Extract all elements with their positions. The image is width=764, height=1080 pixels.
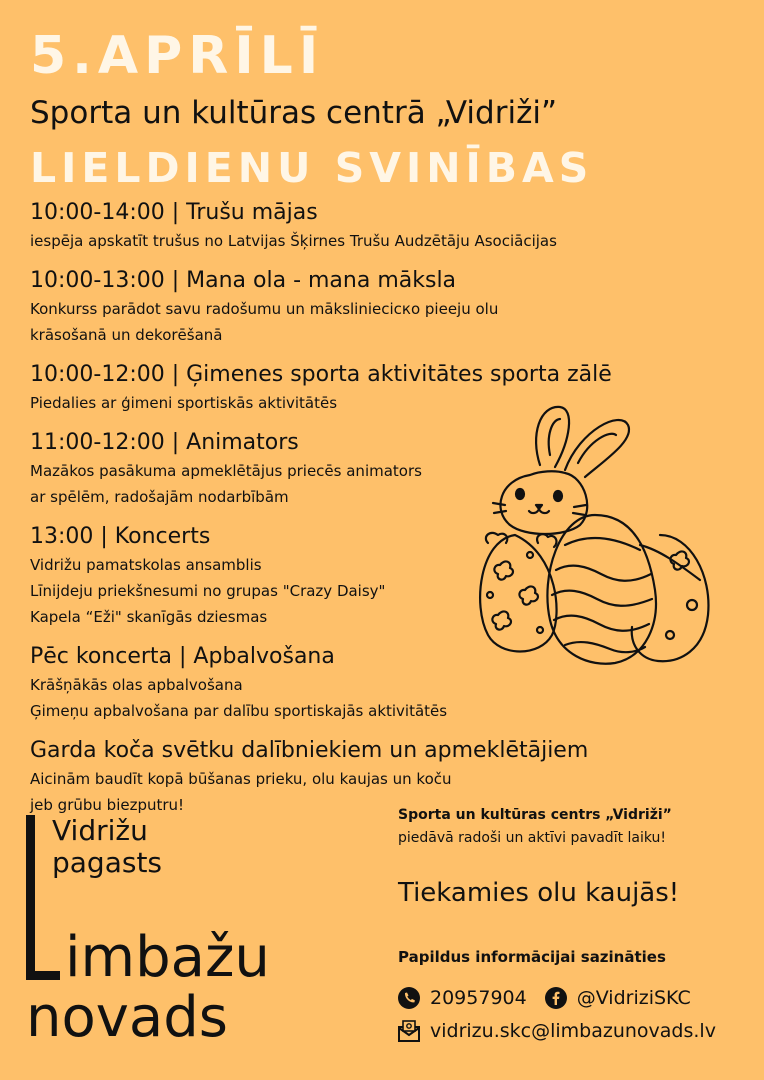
facebook-icon <box>545 987 567 1009</box>
phone-number[interactable]: 20957904 <box>430 987 527 1009</box>
schedule-item-title: 13:00 | Koncerts <box>30 524 211 549</box>
schedule-item-text: jeb grūbu biezputru! <box>30 796 185 814</box>
schedule-item-title: Pēc koncerta | Apbalvošana <box>30 644 335 669</box>
event-venue: Sporta un kultūras centrā „Vidriži” <box>30 95 558 131</box>
logo-county-line1: imbažu <box>65 925 270 990</box>
logo-bar-base <box>26 971 60 980</box>
schedule-item-text: Līnijdeju priekšnesumi no grupas "Crazy Daisy" <box>30 582 386 600</box>
logo-bar <box>26 815 35 980</box>
tagline: Tiekamies olu kaujās! <box>398 878 680 908</box>
easter-bunny-illustration <box>470 395 720 670</box>
schedule-item-text: Vidrižu pamatskolas ansamblis <box>30 556 262 574</box>
logo-county-line2: novads <box>26 985 228 1050</box>
logo-parish-line1: Vidrižu <box>52 814 148 847</box>
schedule-item-text: krāsošanā un dekorēšanā <box>30 326 223 344</box>
logo-parish-line2: pagasts <box>52 846 163 879</box>
schedule-item-text: Mazākos pasākuma apmeklētājus priecēs animators <box>30 462 422 480</box>
facebook-handle[interactable]: @VidriziSKC <box>576 987 691 1009</box>
organizer-subtitle: piedāvā radoši un aktīvi pavadīt laiku! <box>398 830 667 846</box>
schedule-item-text: ar spēlēm, radošajām nodarbībām <box>30 488 289 506</box>
schedule-item-text: Krāšņākās olas apbalvošana <box>30 676 243 694</box>
schedule-item-text: Ģimeņu apbalvošana par dalību sportiskajās aktivitātēs <box>30 702 448 720</box>
schedule-item-title: Garda koča svētku dalībniekiem un apmeklētājiem <box>30 738 589 763</box>
email-address[interactable]: vidrizu.skc@limbazunovads.lv <box>430 1020 716 1042</box>
schedule-item-text: Piedalies ar ģimeni sportiskās aktivitātēs <box>30 394 338 412</box>
schedule-item-title: 10:00-13:00 | Mana ola - mana māksla <box>30 268 457 293</box>
schedule-item <box>30 198 740 254</box>
event-headline: LIELDIENU SVINĪBAS <box>30 144 594 192</box>
schedule-item-title: 10:00-14:00 | Trušu mājas <box>30 200 318 225</box>
contact-row <box>398 1018 738 1044</box>
event-date: 5.APRĪLĪ <box>30 26 325 86</box>
organizer-name: Sporta un kultūras centrs „Vidriži” <box>398 807 672 823</box>
schedule-item-text: Konkurss parādot savu radošumu un mākslinieciско pieeju olu <box>30 300 499 318</box>
schedule-item-title: 11:00-12:00 | Animators <box>30 430 299 455</box>
schedule-item-title: 10:00-12:00 | Ģimenes sporta aktivitātes sporta zālē <box>30 362 612 387</box>
contact-row <box>398 985 738 1011</box>
schedule-item-text: iespēja apskatīt trušus no Latvijas Šķirnes Trušu Audzētāju Asociācijas <box>30 232 557 250</box>
email-icon <box>398 1020 420 1042</box>
schedule-item-text: Aicinām baudīt kopā būšanas prieku, olu kaujas un koču <box>30 770 452 788</box>
schedule-item <box>30 266 740 348</box>
schedule-item-text: Kapela “Eži" skanīgās dziesmas <box>30 608 268 626</box>
phone-icon <box>398 987 420 1009</box>
contact-title: Papildus informācijai sazināties <box>398 948 666 966</box>
logo-parish <box>52 815 162 879</box>
